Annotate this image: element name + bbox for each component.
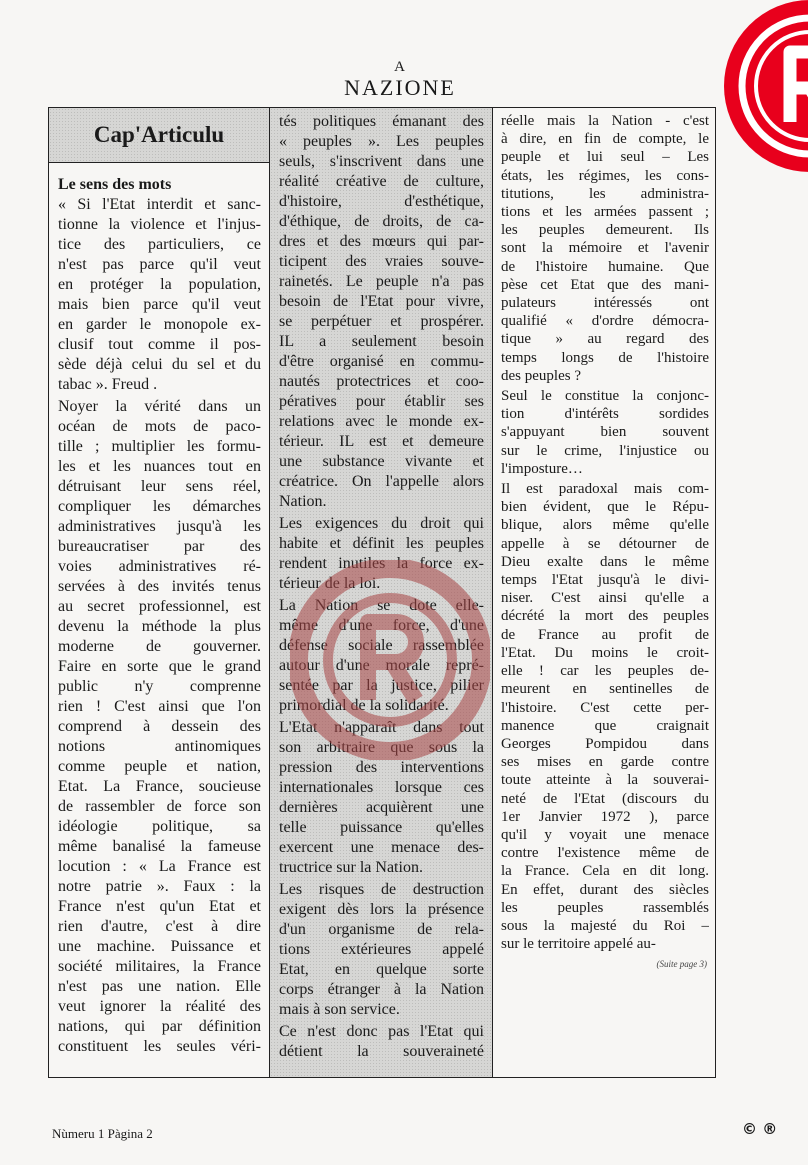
text-line: tice des particuliers, ce [58,236,261,253]
text-line: Seul le constitue la conjonc- [501,388,709,405]
text-line: public n'y comprenne [58,678,261,695]
text-line: l'histoire. C'est cette per- [501,699,709,716]
text-line: 1er Janvier 1972 ), parce [501,808,709,825]
text-line: d'histoire, d'esthétique, [279,193,484,210]
paragraph [501,480,709,953]
text-line: peuple et lui seul – Les [501,149,709,166]
text-line: comprend à dessein des [58,718,261,735]
text-line: en garder le monopole ex- [58,316,261,333]
text-line: notre patrie ». Faux : la [58,878,261,895]
text-line: habite et définit les peuples [279,535,484,552]
copyright-mark: © ® [742,1120,778,1138]
section-heading: Le sens des mots [58,176,172,193]
text-line: les et les nuances tout en [58,458,261,475]
text-line: tions et les armées passent ; [501,204,709,221]
text-line: elle ! car les peuples de- [501,663,709,680]
text-line: tions extérieures appelé [279,941,484,958]
text-line: en protéger la population, [58,276,261,293]
text-line: primordial de la solidarité. [279,697,449,714]
masthead-article: A [394,59,406,75]
text-line: au secret professionnel, est [58,598,261,615]
text-line: térieur de la loi. [279,575,381,592]
text-line: sur le territoire appelé au- [501,936,656,953]
text-line: rainetés. Le peuple n'a pas [279,273,484,290]
text-line: bien évident, que le Répu- [501,499,709,516]
text-line: qu'il y voyait une menace [501,826,709,843]
text-line: société militaires, la France [58,958,261,975]
text-line: appelle à se détourner de [501,535,709,552]
text-line: d'éthique, de droits, de ca- [279,213,484,230]
text-line: Noyer la vérité dans un [58,398,261,415]
text-line: une machine. Puissance et [58,938,261,955]
text-line: blique, alors même qu'elle [501,517,709,534]
paragraph [501,387,709,478]
text-line: l'imposture… [501,460,583,477]
text-line: sous la majesté du Roi – [501,917,709,934]
text-line: exercent une menace des- [279,839,484,856]
text-line: titutions, les administra- [501,185,709,202]
paragraph [279,112,484,512]
text-line: océan de mots de paco- [58,418,261,435]
text-line: d'un organisme de rela- [279,921,484,938]
text-line: térieur. IL est et demeure [279,433,484,450]
text-line: clusif tout comme il pos- [58,336,261,353]
text-line: tabac ». Freud . [58,376,158,393]
text-line: la France. Cela en dit long. [501,863,709,880]
text-line: même d'une force, d'une [279,617,484,634]
text-line: sur le crime, l'injustice ou [501,442,709,459]
text-line: toute atteinte à la souverai- [501,772,709,789]
text-line: nations, qui par définition [58,1018,261,1035]
text-line: France n'est qu'un Etat et [58,898,261,915]
paragraph [279,1022,484,1062]
text-line: états, les régimes, les cons- [501,167,709,184]
text-line: n'est pas une nation. Elle [58,978,261,995]
text-line: rendent inutiles la force ex- [279,555,484,572]
text-line: corps étranger à la Nation [279,981,484,998]
paragraph [279,514,484,594]
text-line: même banalisé la fameuse [58,838,261,855]
text-line: Les risques de destruction [279,881,484,898]
text-line: mais à son service. [279,1001,400,1018]
text-line: notions antinomiques [58,738,261,755]
text-line: Georges Pompidou dans [501,735,709,752]
text-line: idéologie politique, sa [58,818,261,835]
column-3 [493,108,715,1077]
paragraph [58,195,261,395]
text-line: La Nation se dote elle- [279,597,484,614]
text-line: dernières acquièrent une [279,799,484,816]
text-line: exigent dès lors la présence [279,901,484,918]
paragraph [279,880,484,1020]
text-line: locution : « La France est [58,858,261,875]
continued-note: (Suite page 3) [656,959,707,970]
text-line: telle puissance qu'elles [279,819,484,836]
text-line: des peuples ? [501,367,581,384]
text-line: s'appuyant bien souvent [501,424,709,441]
text-line: réelle mais la Nation - c'est [501,113,709,129]
text-line: compliquer les démarches [58,498,261,515]
text-line: se perpétuer et prospérer. [279,313,484,330]
text-line: voies administratives ré- [58,558,261,575]
column-2 [269,108,493,1077]
column-title: Cap'Articulu [49,108,269,163]
page-footer: Nùmeru 1 Pàgina 2 [52,1126,153,1141]
text-line: Les exigences du droit qui [279,515,484,532]
text-line: Nation. [279,493,327,510]
paragraph [279,596,484,716]
text-line: moderne de gouverner. [58,638,261,655]
text-line: tructrice sur la Nation. [279,859,423,876]
text-line: Etat. La France, soucieuse [58,778,261,795]
text-line: administratives jusqu'à les [58,518,261,535]
text-line: tique » au regard des [501,331,709,348]
text-line: sède déjà celui du sel et du [58,356,261,373]
text-line: temps l'Etat jusqu'à le divi- [501,572,709,589]
text-line: nautés protectrices et coo- [279,373,484,390]
text-line: pulateurs intéressés ont [501,295,709,312]
text-line: rien ! C'est ainsi que l'on [58,698,261,715]
text-line: de rassembler de force son [58,798,261,815]
text-line: Faire en sorte que le grand [58,658,261,675]
text-line: détient la souveraineté [279,1043,484,1060]
text-line: Etat, en quelque sorte [279,961,484,978]
text-line: Ce n'est donc pas l'Etat qui [279,1023,484,1040]
text-line: les peuples rassemblés [501,899,709,916]
text-line: à dire, en fin de compte, le [501,131,709,148]
text-line: réalité créative de culture, [279,173,484,190]
text-line: rien d'autre, c'est à dire [58,918,261,935]
text-line: IL a seulement besoin [279,333,484,350]
text-line: décrété la mort des peuples [501,608,709,625]
text-line: dres et des mœurs qui par- [279,233,484,250]
text-line: tille ; multiplier les formu- [58,438,261,455]
text-line: ses mises en garde contre [501,754,709,771]
text-line: pératives pour établir ses [279,393,484,410]
text-line: une substance vivante et [279,453,484,470]
text-line: qualifié « d'ordre démocra- [501,313,709,330]
text-line: « peuples ». Les peuples [279,133,484,150]
paragraph [279,718,484,878]
text-line: constituent les seules véri- [58,1038,261,1055]
text-line: veut ignorer la réalité des [58,998,261,1015]
text-line: autour d'une morale repré- [279,657,484,674]
text-line: contre l'existence même de [501,845,709,862]
text-line: « Si l'Etat interdit et sanc- [58,196,261,213]
text-line: défense sociale rassemblée [279,637,484,654]
text-line: Il est paradoxal mais com- [501,481,709,498]
text-line: besoin de l'Etat pour vivre, [279,293,484,310]
text-line: niser. C'est ainsi qu'elle a [501,590,709,607]
text-line: seuls, s'inscrivent dans une [279,153,484,170]
masthead [300,60,500,99]
text-line: de l'histoire humaine. Que [501,258,709,275]
text-line: En effet, durant des siècles [501,881,709,898]
text-line: détruisant leur sens réel, [58,478,261,495]
text-line: pèse cet Etat que des mani- [501,276,709,293]
text-line: mais bien parce qu'il veut [58,296,261,313]
text-line: meurent en sentinelles de [501,681,709,698]
text-line: internationales lorsque ces [279,779,484,796]
article-frame [48,107,716,1078]
text-line: pression des interventions [279,759,484,776]
masthead-title: NAZIONE [344,75,456,100]
text-line: sont la mémoire et l'avenir [501,240,709,257]
column-1 [49,108,269,1077]
text-line: n'est pas parce qu'il veut [58,256,261,273]
text-line: de France au profit de [501,626,709,643]
paragraph [501,112,709,385]
text-line: manence que craignait [501,717,709,734]
text-line: comme peuple et nation, [58,758,261,775]
text-line: bureaucratiser par des [58,538,261,555]
registered-logo-icon [724,0,808,184]
text-line: l'Etat. Du moins le croit- [501,644,709,661]
text-line: relations avec le monde ex- [279,413,484,430]
text-line: sentée par la justice, pilier [279,677,484,694]
text-line: servées à des invités tenus [58,578,261,595]
text-line: les peuples demeurent. Ils [501,222,709,239]
text-line: tion d'intérêts sordides [501,406,709,423]
text-line: Dieu exalte dans le même [501,553,709,570]
paragraph [58,397,261,1057]
text-line: L'Etat n'apparaît dans tout [279,719,484,736]
text-line: devenu la méthode la plus [58,618,261,635]
text-line: son arbitraire que sous la [279,739,484,756]
text-line: tionne la violence et l'injus- [58,216,261,233]
text-line: neté de l'Etat (discours du [501,790,709,807]
text-line: ticipent des vraies souve- [279,253,484,270]
text-line: tés politiques émanant des [279,113,484,130]
text-line: temps longs de l'histoire [501,349,709,366]
text-line: d'être organisé en commu- [279,353,484,370]
text-line: créatrice. On l'appelle alors [279,473,484,490]
